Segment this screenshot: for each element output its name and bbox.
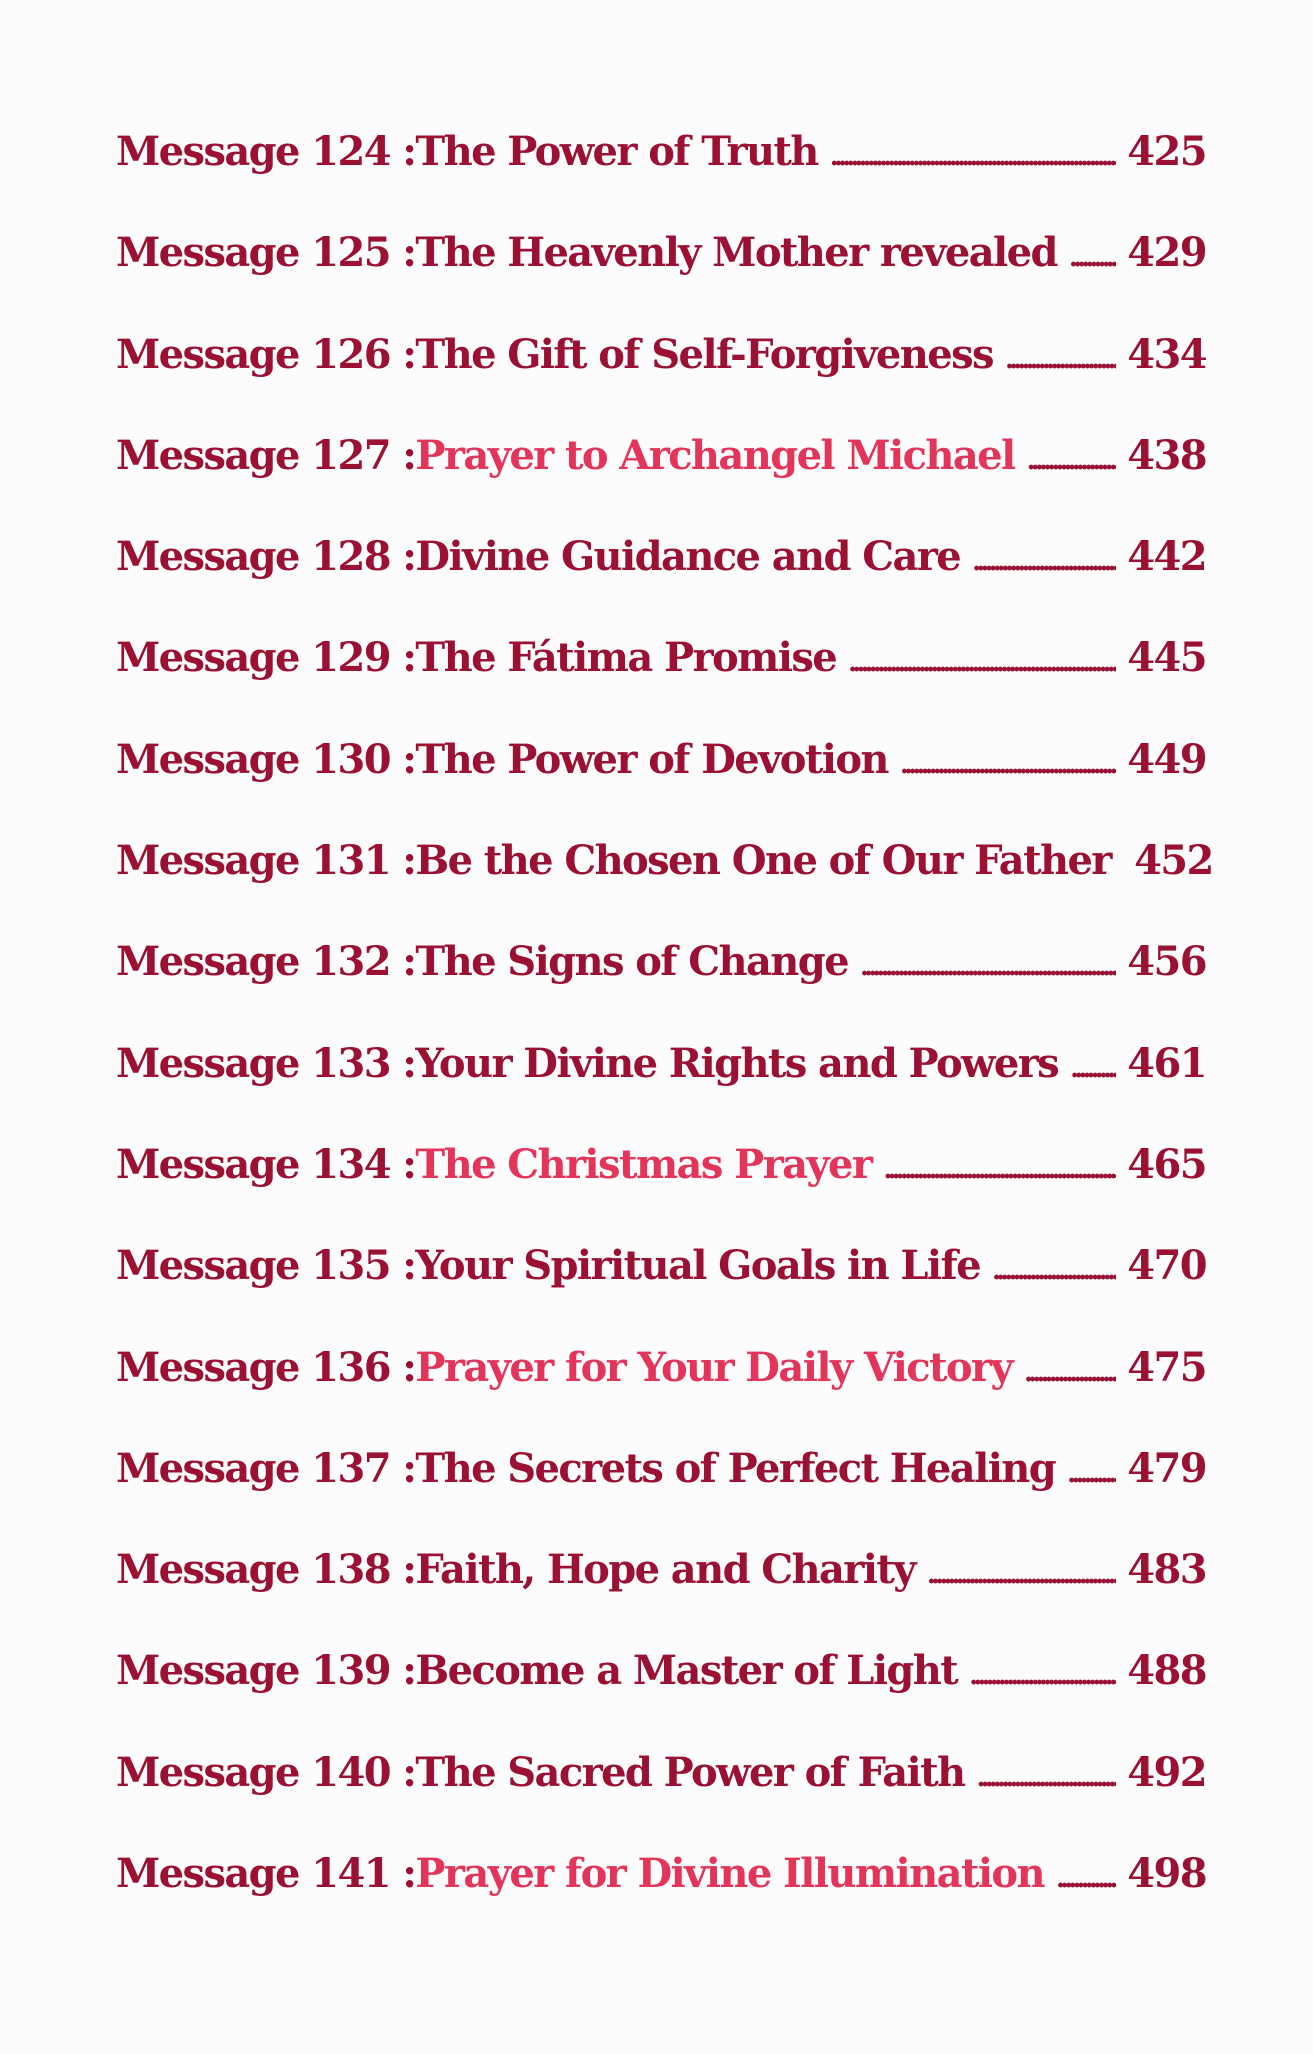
message-number: Message 126 : [116, 330, 416, 378]
page-number: 479 [1127, 1444, 1206, 1492]
dot-leader [927, 1536, 1116, 1609]
message-title: Faith, Hope and Charity [415, 1546, 915, 1594]
toc-entry[interactable] [116, 1131, 1206, 1232]
message-title: The Secrets of Perfect Healing [415, 1444, 1056, 1492]
toc-entry[interactable] [116, 118, 1206, 219]
message-number: Message 124 : [116, 128, 416, 175]
message-number: Message 139 : [116, 1647, 416, 1695]
toc-entry[interactable] [116, 1232, 1206, 1333]
dot-leader [848, 624, 1116, 697]
message-number: Message 137 : [116, 1444, 416, 1492]
dot-leader [969, 1637, 1116, 1710]
message-title: The Power of Truth [415, 128, 818, 175]
message-title: The Fátima Promise [415, 634, 837, 682]
dot-leader [992, 1232, 1116, 1305]
dot-leader [1024, 1334, 1116, 1407]
page-number: 445 [1127, 634, 1206, 682]
message-title: Your Divine Rights and Powers [415, 1039, 1059, 1087]
message-title: Prayer to Archangel Michael [415, 431, 1015, 479]
dot-leader [1027, 422, 1116, 495]
dot-leader [1005, 321, 1116, 394]
dot-leader [900, 726, 1116, 799]
page-number: 498 [1127, 1850, 1206, 1898]
message-title: The Christmas Prayer [415, 1140, 872, 1188]
dot-leader [830, 118, 1116, 191]
dot-leader [1056, 1840, 1116, 1913]
page-number: 449 [1127, 735, 1206, 783]
message-number: Message 130 : [116, 735, 416, 783]
message-title: Be the Chosen One of Our Father [415, 837, 1111, 885]
message-number: Message 128 : [116, 533, 416, 581]
page-number: 442 [1127, 533, 1206, 581]
toc-entry[interactable] [116, 928, 1206, 1029]
toc-entry[interactable] [116, 1334, 1206, 1435]
message-title: The Heavenly Mother revealed [415, 229, 1057, 277]
page-number: 492 [1127, 1748, 1206, 1796]
message-number: Message 141 : [116, 1850, 416, 1898]
message-number: Message 127 : [116, 431, 416, 479]
message-number: Message 140 : [116, 1748, 416, 1796]
message-number: Message 134 : [116, 1140, 416, 1188]
dot-leader [1070, 1030, 1116, 1103]
dot-leader [860, 928, 1116, 1001]
message-number: Message 131 : [116, 837, 416, 885]
page-number: 452 [1134, 837, 1213, 885]
toc-entry[interactable] [116, 624, 1206, 725]
toc-entry[interactable] [116, 219, 1206, 320]
toc-entry[interactable] [116, 321, 1206, 422]
message-number: Message 138 : [116, 1546, 416, 1594]
toc-entry[interactable] [116, 726, 1206, 827]
page-number: 438 [1127, 431, 1206, 479]
message-title: The Power of Devotion [415, 735, 888, 783]
message-title: Prayer for Your Daily Victory [415, 1343, 1013, 1391]
toc-entry[interactable] [116, 422, 1206, 523]
page-number: 475 [1127, 1343, 1206, 1391]
message-number: Message 129 : [116, 634, 416, 682]
page-number: 456 [1127, 938, 1206, 986]
message-title: Become a Master of Light [415, 1647, 958, 1695]
page-number: 465 [1127, 1140, 1206, 1188]
toc-entry[interactable] [116, 1637, 1206, 1738]
dot-leader [1067, 1435, 1116, 1508]
toc-entry[interactable] [116, 827, 1213, 928]
toc-entry[interactable] [116, 1536, 1206, 1637]
page-number: 483 [1127, 1546, 1206, 1594]
message-number: Message 133 : [116, 1039, 416, 1087]
message-number: Message 135 : [116, 1242, 416, 1290]
toc-entry[interactable] [116, 1739, 1206, 1840]
toc-entry[interactable] [116, 523, 1206, 624]
dot-leader [972, 523, 1116, 596]
table-of-contents [116, 118, 1213, 1941]
message-title: Prayer for Divine Illumination [415, 1850, 1044, 1898]
dot-leader [1069, 219, 1116, 292]
message-title: Divine Guidance and Care [415, 533, 961, 581]
message-title: The Gift of Self-Forgiveness [415, 330, 993, 378]
dot-leader [883, 1131, 1116, 1204]
message-number: Message 136 : [116, 1343, 416, 1391]
page-number: 470 [1127, 1242, 1206, 1290]
page-number: 429 [1127, 229, 1206, 277]
page-number: 434 [1127, 330, 1206, 378]
page-number: 488 [1127, 1647, 1206, 1695]
page-number: 461 [1127, 1039, 1206, 1087]
toc-entry[interactable] [116, 1840, 1206, 1941]
message-number: Message 132 : [116, 938, 416, 986]
message-title: Your Spiritual Goals in Life [415, 1242, 980, 1290]
dot-leader [977, 1739, 1117, 1812]
message-number: Message 125 : [116, 229, 416, 277]
message-title: The Signs of Change [415, 938, 848, 986]
toc-entry[interactable] [116, 1435, 1206, 1536]
page-number: 425 [1127, 128, 1206, 175]
message-title: The Sacred Power of Faith [415, 1748, 965, 1796]
toc-entry[interactable] [116, 1030, 1206, 1131]
